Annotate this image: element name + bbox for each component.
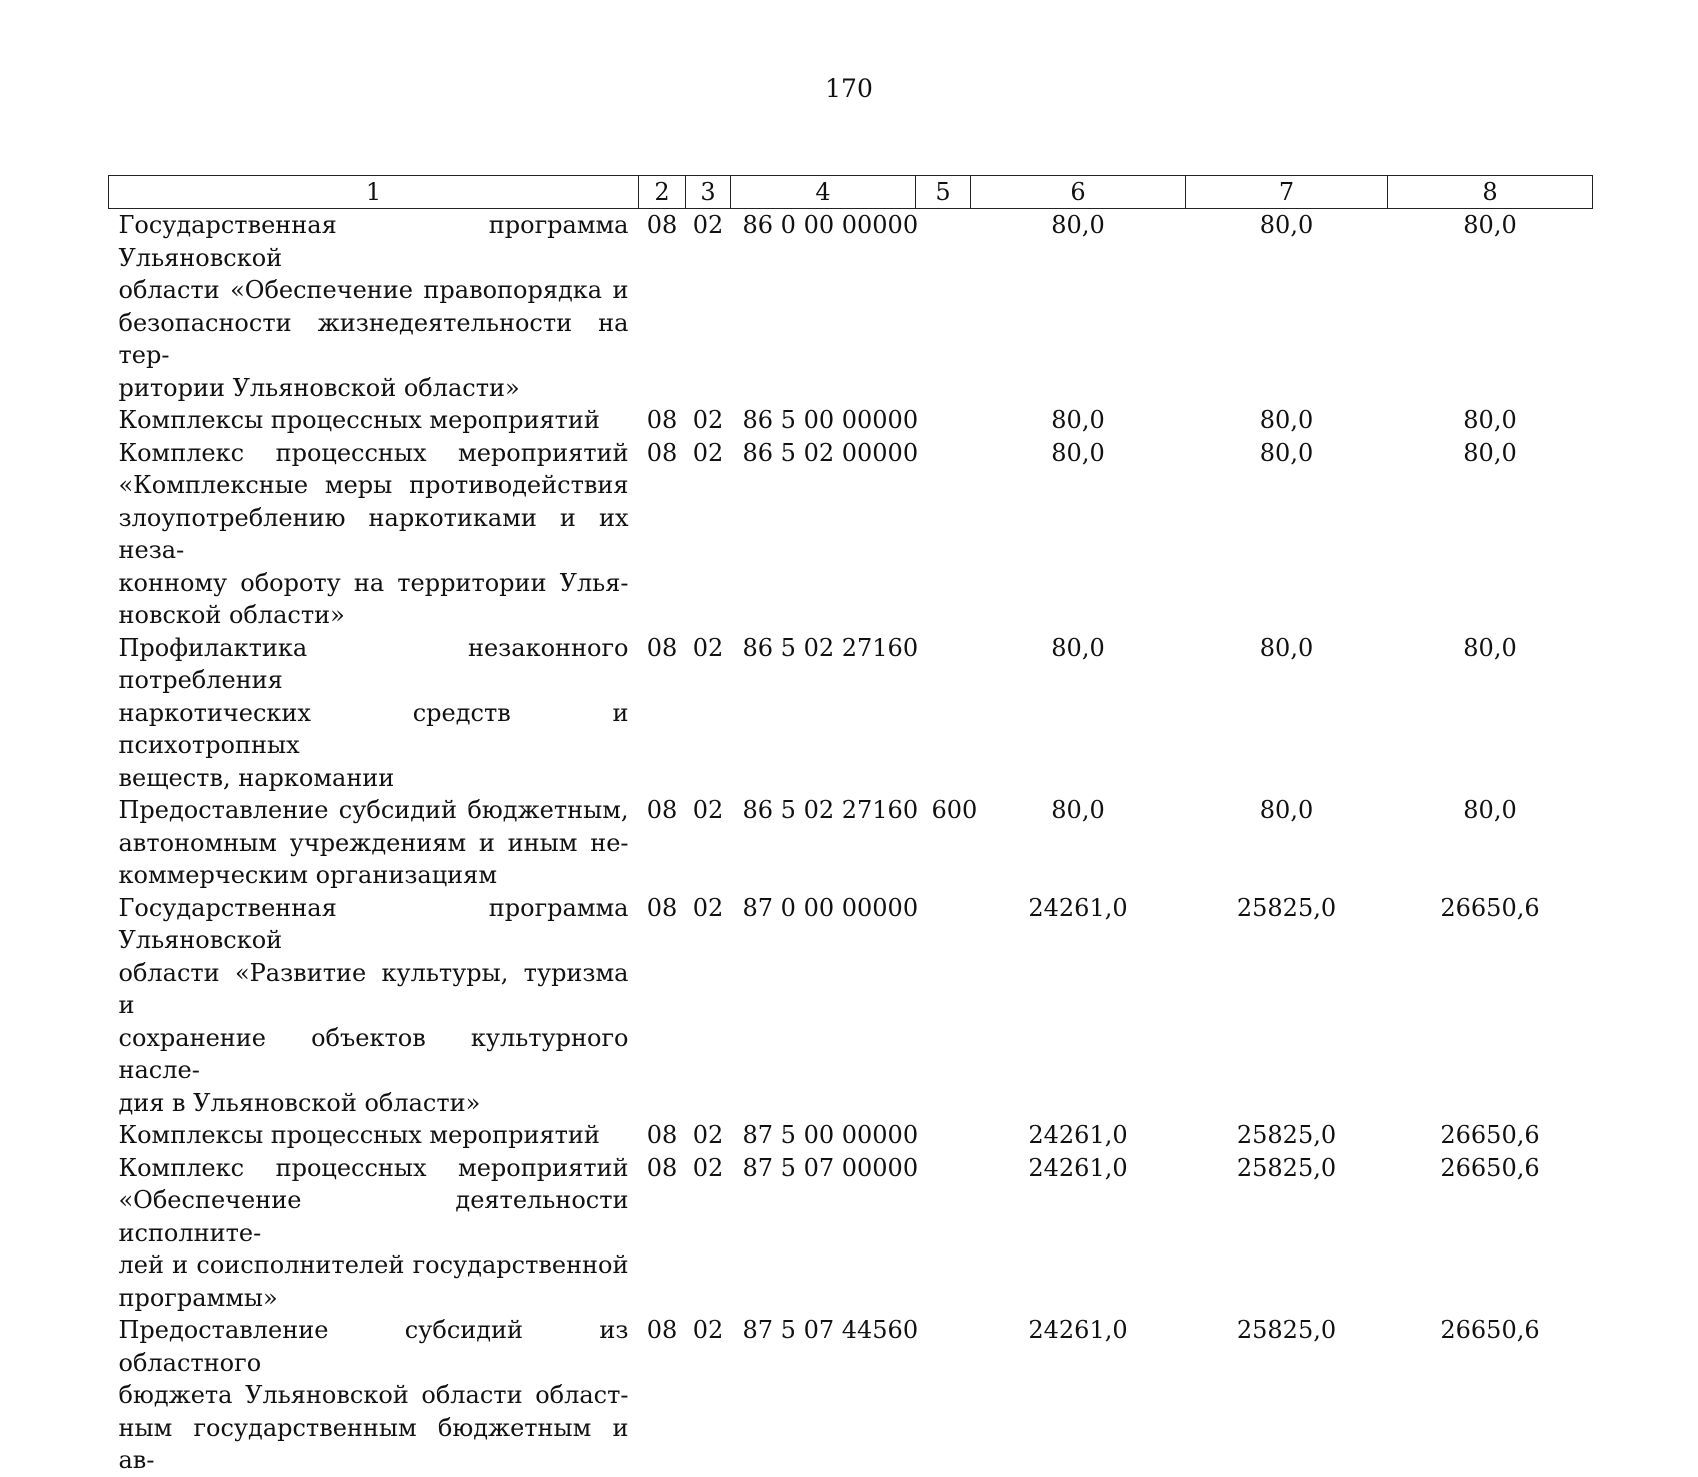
row-name-line: Предоставление субсидий из областного: [118, 1316, 629, 1377]
expense-type-code: 600: [931, 796, 978, 824]
target-article-code: 86 5 02 27160: [742, 796, 919, 824]
row-name-line: наркотических средств и психотропных: [118, 698, 629, 759]
row-name: [109, 1152, 639, 1315]
column-header-5: 5: [916, 176, 971, 209]
row-name-line: Профилактика незаконного потребления: [118, 633, 629, 694]
table-row: [109, 632, 1593, 795]
subsection-code: 02: [692, 1121, 724, 1149]
target-article-code: 86 5 02 27160: [742, 633, 919, 662]
amount-col-6: 24261,0: [1028, 893, 1128, 922]
row-name-line: Государственная программа Ульяновской: [118, 211, 629, 272]
row-name-line: Комплекс процессных мероприятий: [118, 1153, 629, 1182]
section-code: 08: [646, 406, 678, 434]
row-name-line: области «Обеспечение правопорядка и: [118, 276, 629, 304]
amount-col-6: 24261,0: [1028, 1153, 1128, 1182]
section-code: 08: [646, 211, 678, 239]
amount-col-7: 80,0: [1259, 211, 1314, 239]
row-name-line: «Комплексные меры противодействия: [118, 471, 629, 499]
column-header-3: 3: [686, 176, 731, 209]
column-header-6: 6: [971, 176, 1186, 209]
row-name-line: Государственная программа Ульяновской: [118, 893, 629, 954]
subsection-code: 02: [692, 796, 724, 824]
row-name-line: Комплексы процессных мероприятий: [118, 1121, 600, 1149]
row-name-line: конному обороту на территории Улья-: [118, 568, 629, 597]
expense-type-code: [916, 1119, 971, 1152]
column-header-8: 8: [1388, 176, 1593, 209]
row-name-line: новской области»: [118, 601, 345, 629]
row-name-line: коммерческим организациям: [118, 861, 497, 889]
subsection-code: 02: [692, 1153, 724, 1182]
table-header-row: [109, 176, 1593, 209]
amount-col-8: 80,0: [1463, 211, 1517, 239]
column-header-7: 7: [1186, 176, 1388, 209]
expense-type-code: [916, 209, 971, 405]
amount-col-6: 24261,0: [1028, 1121, 1128, 1149]
row-name: [109, 209, 639, 405]
row-name-line: злоупотреблению наркотиками и их неза-: [118, 503, 629, 564]
amount-col-8: 26650,6: [1440, 1121, 1540, 1149]
column-header-4: 4: [731, 176, 916, 209]
target-article-code: 86 5 02 00000: [742, 438, 919, 467]
amount-col-8: 80,0: [1463, 406, 1517, 434]
row-name: [109, 794, 639, 892]
row-name: [109, 1314, 639, 1477]
amount-col-6: 80,0: [1051, 796, 1105, 824]
row-name-line: Комплекс процессных мероприятий: [118, 438, 629, 467]
amount-col-8: 26650,6: [1440, 893, 1540, 922]
row-name-line: дия в Ульяновской области»: [118, 1088, 481, 1117]
amount-col-7: 80,0: [1259, 633, 1314, 662]
section-code: 08: [646, 1153, 678, 1182]
amount-col-7: 80,0: [1259, 438, 1314, 467]
column-header-1: 1: [109, 176, 639, 209]
amount-col-6: 80,0: [1051, 438, 1105, 467]
section-code: 08: [646, 633, 678, 662]
table-row: [109, 404, 1593, 437]
amount-col-7: 25825,0: [1236, 1121, 1337, 1149]
table-row: [109, 1119, 1593, 1152]
row-name-line: веществ, наркомании: [118, 763, 395, 792]
expense-type-code: [916, 1152, 971, 1315]
table-row: [109, 209, 1593, 405]
amount-col-7: 25825,0: [1236, 893, 1337, 922]
table-row: [109, 892, 1593, 1120]
table-row: [109, 1314, 1593, 1477]
row-name-line: ным государственным бюджетным и ав-: [118, 1413, 629, 1474]
row-name-line: безопасности жизнедеятельности на тер-: [118, 308, 629, 369]
row-name-line: Предоставление субсидий бюджетным,: [118, 796, 629, 824]
amount-col-7: 80,0: [1259, 406, 1314, 434]
section-code: 08: [646, 796, 678, 824]
amount-col-6: 24261,0: [1028, 1316, 1128, 1344]
row-name-line: сохранение объектов культурного насле-: [118, 1023, 629, 1084]
subsection-code: 02: [692, 438, 724, 467]
amount-col-8: 80,0: [1463, 633, 1517, 662]
amount-col-8: 80,0: [1463, 796, 1517, 824]
section-code: 08: [646, 1316, 678, 1344]
target-article-code: 86 5 00 00000: [742, 406, 919, 434]
amount-col-7: 25825,0: [1236, 1316, 1337, 1344]
row-name-line: ритории Ульяновской области»: [118, 373, 520, 402]
column-header-2: 2: [639, 176, 686, 209]
row-name-line: «Обеспечение деятельности исполните-: [118, 1186, 629, 1247]
target-article-code: 87 5 07 44560: [742, 1316, 919, 1344]
row-name-line: Комплексы процессных мероприятий: [118, 406, 600, 434]
target-article-code: 87 5 07 00000: [742, 1153, 919, 1182]
table-row: [109, 1152, 1593, 1315]
row-name: [109, 437, 639, 632]
table-row: [109, 437, 1593, 632]
page-number: 170: [825, 74, 873, 103]
amount-col-6: 80,0: [1051, 633, 1105, 662]
budget-table: [108, 175, 1593, 1477]
row-name: [109, 1119, 639, 1152]
expense-type-code: [916, 892, 971, 1120]
expense-type-code: [916, 632, 971, 795]
section-code: 08: [646, 438, 678, 467]
row-name: [109, 892, 639, 1120]
expense-type-code: [916, 1314, 971, 1477]
subsection-code: 02: [692, 406, 724, 434]
row-name: [109, 632, 639, 795]
section-code: 08: [646, 893, 678, 922]
amount-col-7: 25825,0: [1236, 1153, 1337, 1182]
subsection-code: 02: [692, 633, 724, 662]
subsection-code: 02: [692, 1316, 724, 1344]
row-name-line: программы»: [118, 1283, 278, 1312]
row-name-line: лей и соисполнителей государственной: [118, 1251, 629, 1279]
target-article-code: 86 0 00 00000: [742, 211, 919, 239]
row-name: [109, 404, 639, 437]
expense-type-code: [916, 404, 971, 437]
amount-col-8: 26650,6: [1440, 1153, 1540, 1182]
subsection-code: 02: [692, 893, 724, 922]
table-row: [109, 794, 1593, 892]
amount-col-6: 80,0: [1051, 406, 1105, 434]
amount-col-6: 80,0: [1051, 211, 1105, 239]
row-name-line: бюджета Ульяновской области област-: [118, 1381, 629, 1409]
row-name-line: области «Развитие культуры, туризма и: [118, 958, 629, 1019]
subsection-code: 02: [692, 211, 724, 239]
row-name-line: автономным учреждениям и иным не-: [118, 828, 629, 857]
section-code: 08: [646, 1121, 678, 1149]
target-article-code: 87 0 00 00000: [742, 893, 919, 922]
amount-col-8: 80,0: [1463, 438, 1517, 467]
table-body: [109, 209, 1593, 1477]
amount-col-7: 80,0: [1259, 796, 1314, 824]
expense-type-code: [916, 437, 971, 632]
target-article-code: 87 5 00 00000: [742, 1121, 919, 1149]
amount-col-8: 26650,6: [1440, 1316, 1540, 1344]
